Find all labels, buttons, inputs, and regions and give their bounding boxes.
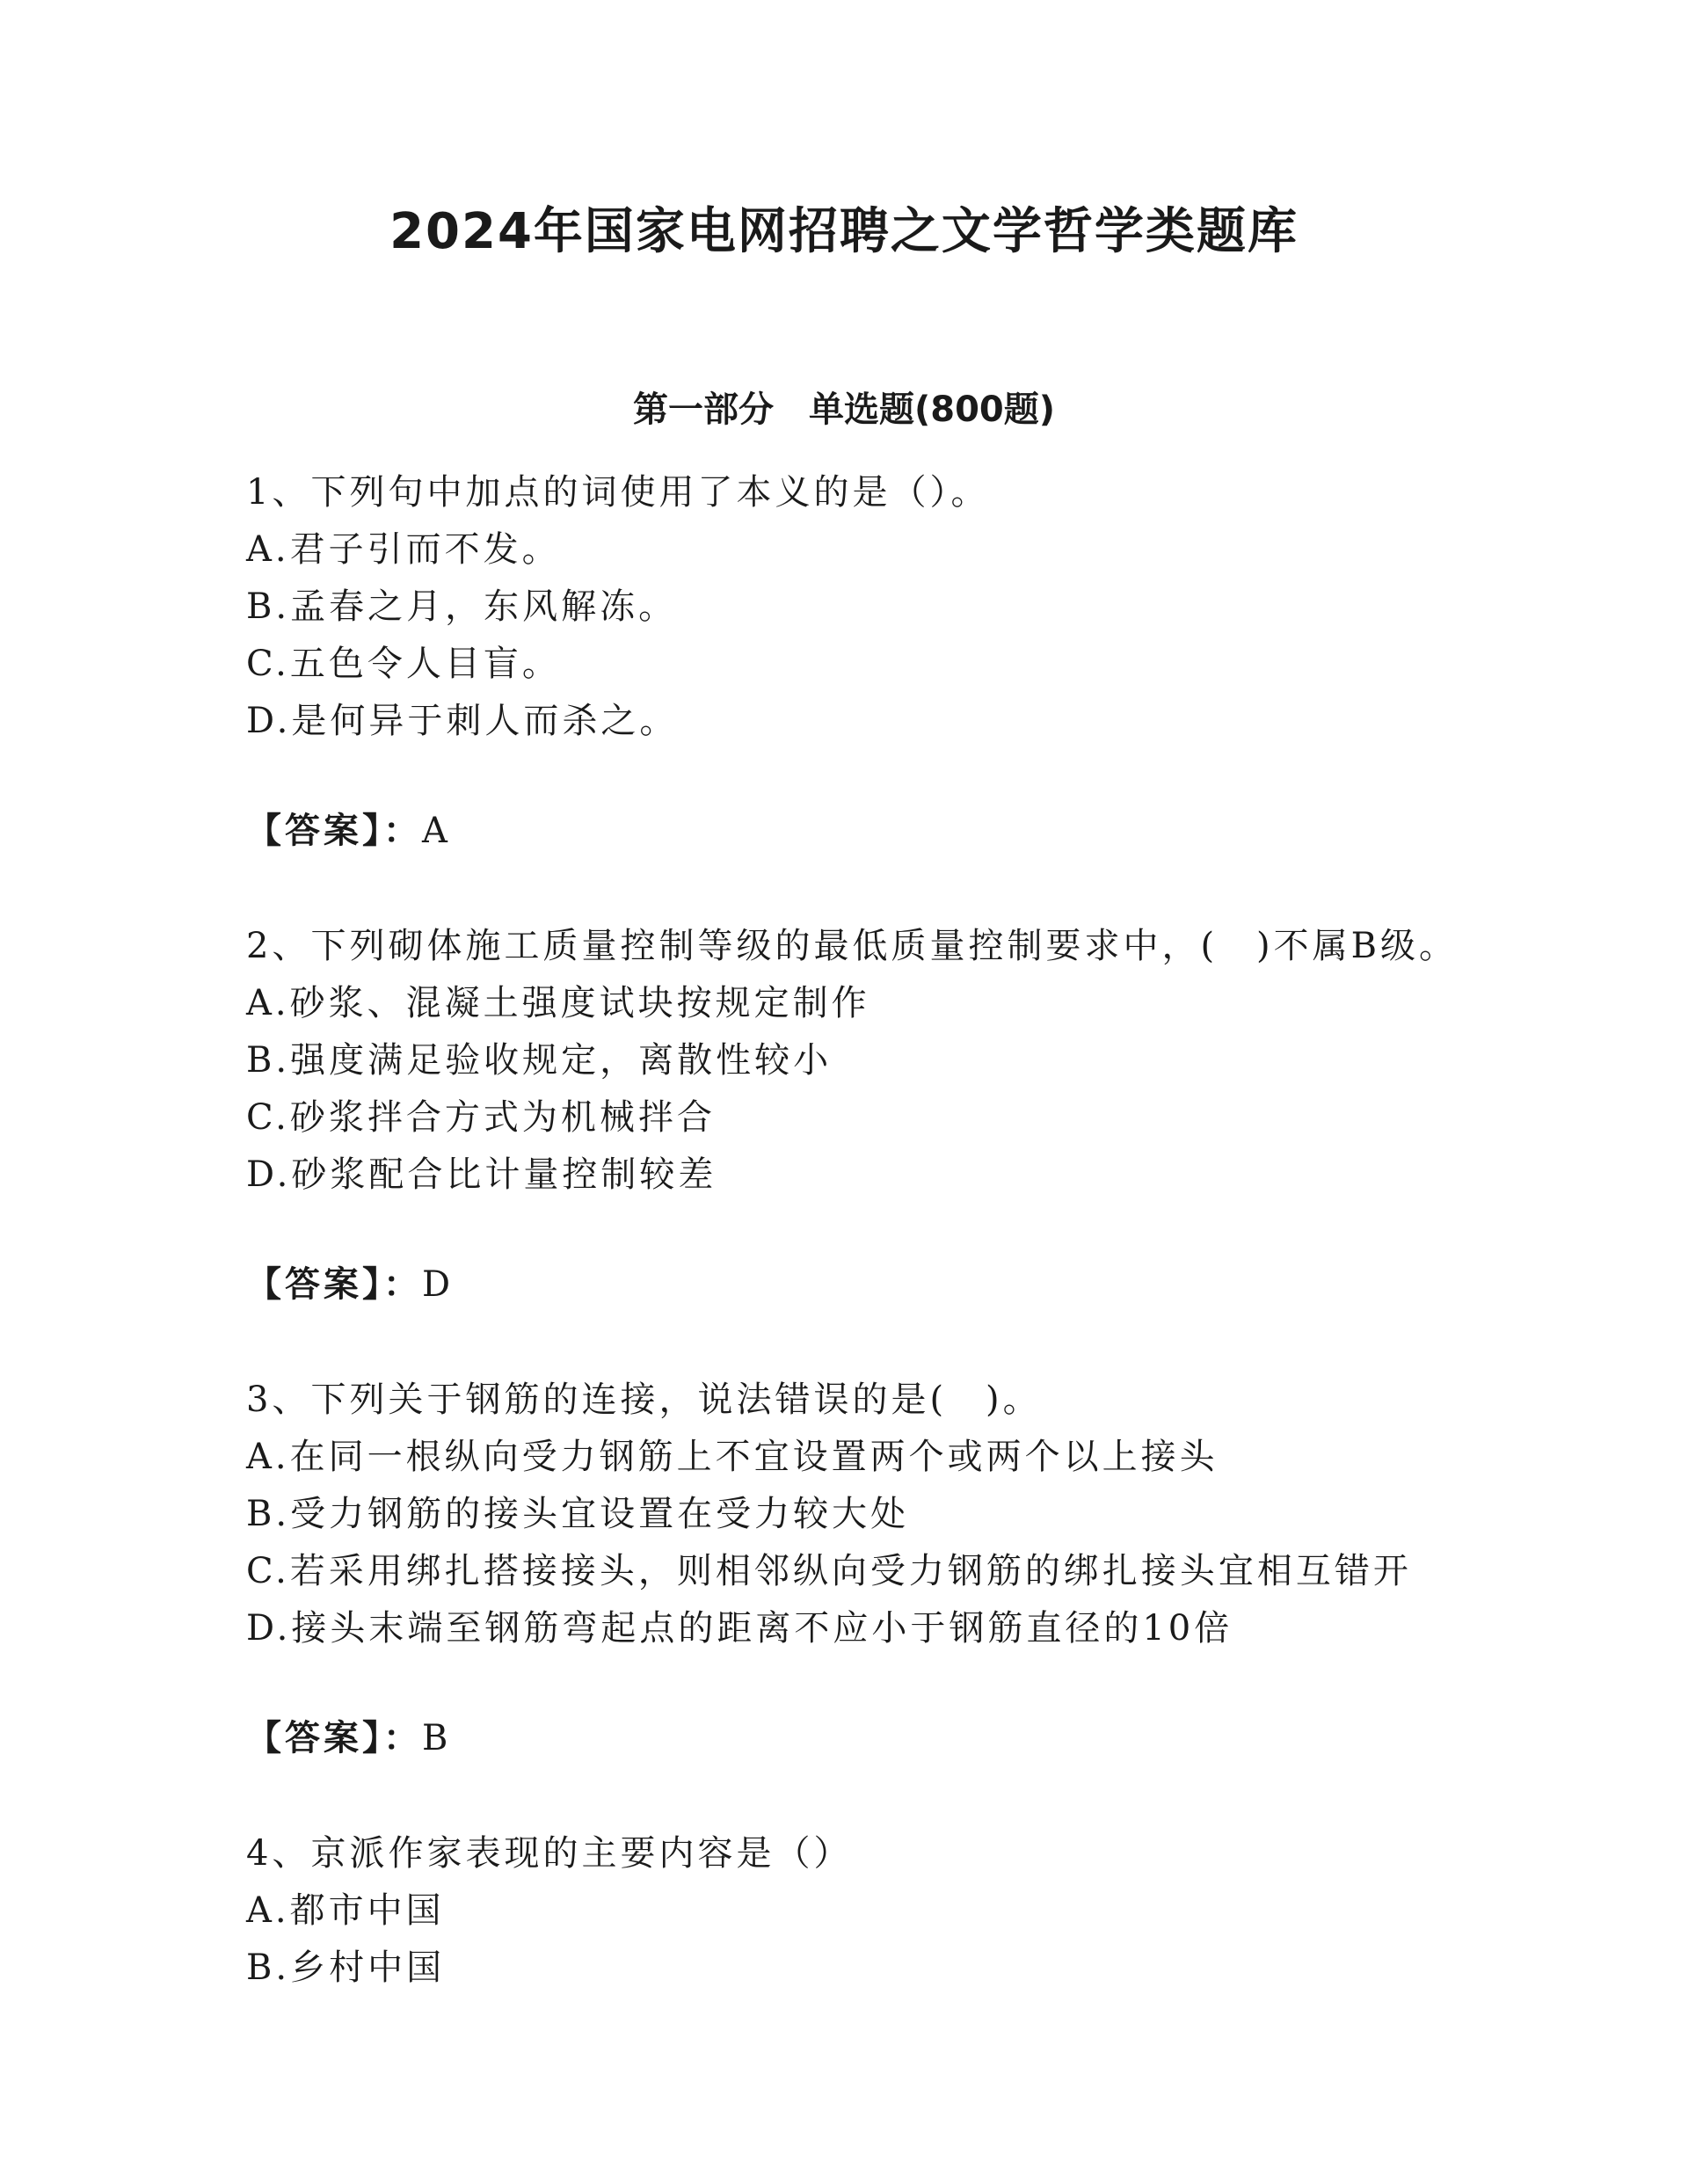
question-item xyxy=(246,1372,1477,1767)
answer-line xyxy=(246,803,1477,860)
question-stem: 3、下列关于钢筋的连接，说法错误的是( )。 xyxy=(246,1380,1042,1420)
option-a: A.在同一根纵向受力钢筋上不宜设置两个或两个以上接头 xyxy=(246,1437,1219,1477)
answer-line xyxy=(246,1710,1477,1767)
answer-label: 【答案】： xyxy=(246,1718,422,1758)
option-b: B.乡村中国 xyxy=(246,1947,446,1988)
option-d: D.砂浆配合比计量控制较差 xyxy=(246,1154,717,1195)
answer-value: B xyxy=(422,1718,452,1758)
option-d: D.是何异于刺人而杀之。 xyxy=(246,701,679,741)
option-a: A.都市中国 xyxy=(246,1890,445,1931)
section-heading: 第一部分 单选题(800题) xyxy=(632,389,1056,430)
option-b: B.孟春之月，东风解冻。 xyxy=(246,586,678,627)
option-a: A.砂浆、混凝土强度试块按规定制作 xyxy=(246,983,870,1023)
document-title: 2024年国家电网招聘之文学哲学类题库 xyxy=(389,203,1299,260)
question-item xyxy=(246,464,1477,860)
option-b: B.强度满足验收规定，离散性较小 xyxy=(246,1040,833,1081)
answer-value: D xyxy=(422,1264,455,1305)
question-stem: 2、下列砌体施工质量控制等级的最低质量控制要求中，( )不属B级。 xyxy=(246,926,1459,966)
option-c: C.若采用绑扎搭接接头，则相邻纵向受力钢筋的绑扎接头宜相互错开 xyxy=(246,1551,1412,1591)
option-a: A.君子引而不发。 xyxy=(246,529,561,570)
option-c: C.砂浆拌合方式为机械拌合 xyxy=(246,1097,716,1138)
answer-label: 【答案】： xyxy=(246,811,422,851)
question-list xyxy=(246,464,1477,2055)
answer-label: 【答案】： xyxy=(246,1264,422,1305)
question-item xyxy=(246,1825,1477,1997)
answer-line xyxy=(246,1256,1477,1314)
option-b: B.受力钢筋的接头宜设置在受力较大处 xyxy=(246,1494,910,1534)
option-c: C.五色令人目盲。 xyxy=(246,644,561,684)
option-d: D.接头末端至钢筋弯起点的距离不应小于钢筋直径的10倍 xyxy=(246,1608,1233,1649)
answer-value: A xyxy=(422,811,451,851)
question-stem: 1、下列句中加点的词使用了本义的是（）。 xyxy=(246,472,990,513)
question-stem: 4、京派作家表现的主要内容是（） xyxy=(246,1833,853,1874)
question-item xyxy=(246,918,1477,1314)
